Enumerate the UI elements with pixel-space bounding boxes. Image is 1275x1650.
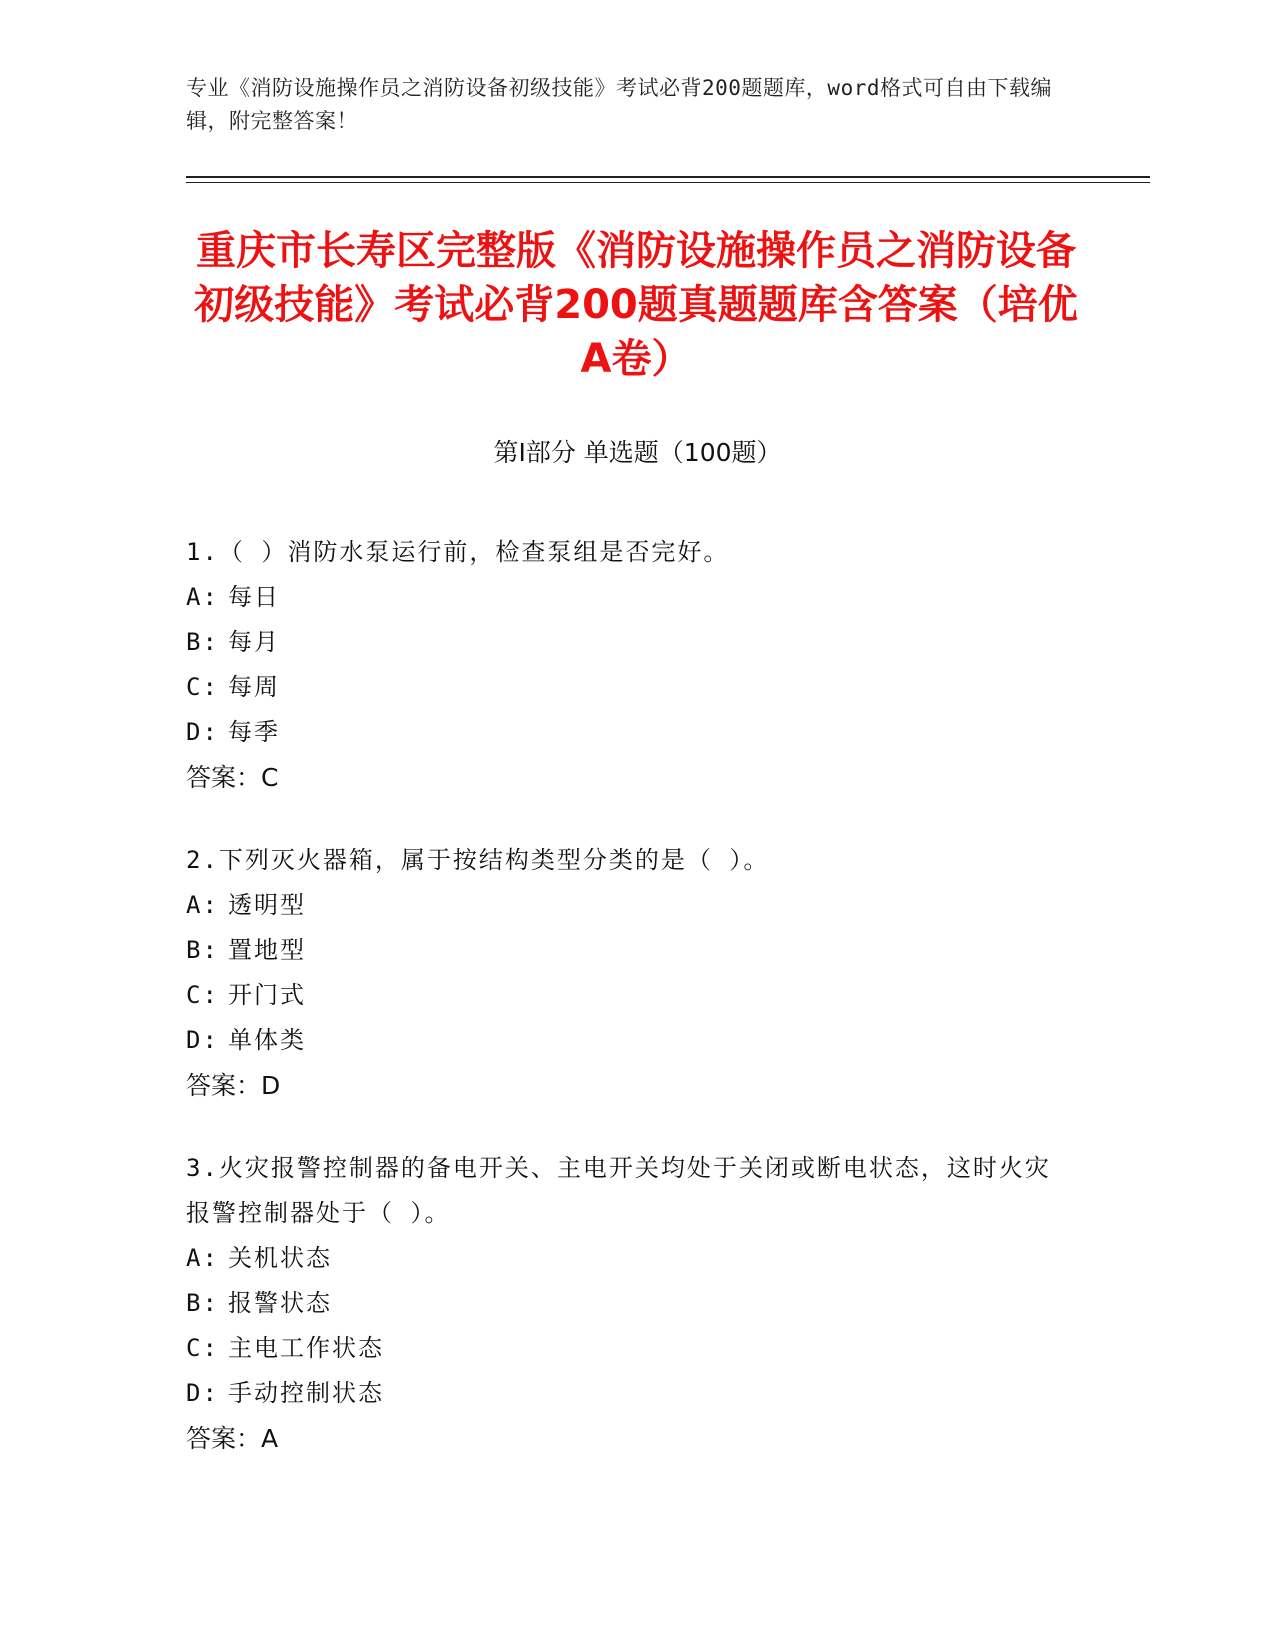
section-heading: 第I部分 单选题（100题）: [493, 438, 782, 467]
header-divider-thick: [186, 176, 1150, 178]
option-b: [186, 928, 1066, 973]
question-3: [186, 1146, 1066, 1461]
option-b: [186, 1281, 1066, 1326]
option-key: D:: [186, 1026, 219, 1054]
option-key: C:: [186, 673, 219, 701]
header-divider-thin: [186, 182, 1150, 183]
option-text: 开门式: [228, 981, 306, 1009]
option-key: D:: [186, 718, 219, 746]
option-d: [186, 1371, 1066, 1416]
option-text: 每日: [228, 583, 280, 611]
option-key: A:: [186, 891, 219, 919]
header-note: 专业《消防设施操作员之消防设备初级技能》考试必背200题题库，word格式可自由下载编辑，附完整答案！: [186, 76, 1052, 133]
option-text: 手动控制状态: [228, 1379, 384, 1407]
option-a: [186, 575, 1066, 620]
option-key: D:: [186, 1379, 219, 1407]
option-text: 主电工作状态: [228, 1334, 384, 1362]
option-key: C:: [186, 981, 219, 1009]
question-2: [186, 838, 1066, 1108]
document-title: 重庆市长寿区完整版《消防设施操作员之消防设备初级技能》考试必背200题真题题库含答案（培优A卷）: [194, 228, 1078, 382]
option-a: [186, 1236, 1066, 1281]
question-stem: 2.下列灭火器箱，属于按结构类型分类的是（ ）。: [186, 846, 770, 874]
option-d: [186, 1018, 1066, 1063]
option-key: A:: [186, 583, 219, 611]
option-b: [186, 620, 1066, 665]
option-key: B:: [186, 936, 219, 964]
option-key: B:: [186, 628, 219, 656]
option-text: 每季: [228, 718, 280, 746]
option-text: 每月: [228, 628, 280, 656]
question-list: [186, 530, 1066, 1499]
option-key: C:: [186, 1334, 219, 1362]
question-stem: 3.火灾报警控制器的备电开关、主电开关均处于关闭或断电状态，这时火灾报警控制器处于（ ）。: [186, 1154, 1051, 1227]
question-stem: 1.（ ）消防水泵运行前，检查泵组是否完好。: [186, 538, 730, 566]
option-c: [186, 665, 1066, 710]
option-text: 置地型: [228, 936, 306, 964]
question-1: [186, 530, 1066, 800]
option-a: [186, 883, 1066, 928]
option-text: 单体类: [228, 1026, 306, 1054]
option-key: B:: [186, 1289, 219, 1317]
option-key: A:: [186, 1244, 219, 1272]
option-text: 关机状态: [228, 1244, 332, 1272]
option-c: [186, 1326, 1066, 1371]
answer-line: 答案：C: [186, 763, 279, 792]
option-text: 报警状态: [228, 1289, 332, 1317]
option-d: [186, 710, 1066, 755]
answer-line: 答案：D: [186, 1071, 281, 1100]
option-c: [186, 973, 1066, 1018]
answer-line: 答案：A: [186, 1424, 279, 1453]
option-text: 每周: [228, 673, 280, 701]
option-text: 透明型: [228, 891, 306, 919]
